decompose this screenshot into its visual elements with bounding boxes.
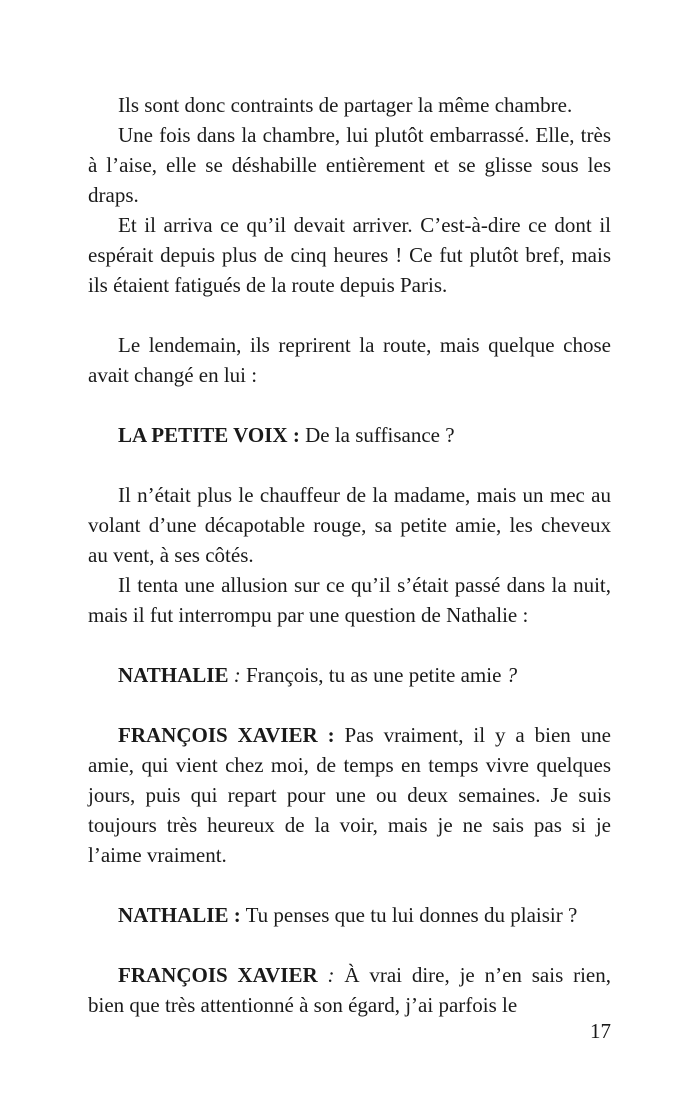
paragraph-text: Il n’était plus le chauffeur de la madame, mais un mec au volant d’une décapotable rouge, sa petite amie, les cheveux au vent, à ses côtés.: [88, 483, 611, 567]
speaker-name: NATHALIE: [118, 663, 229, 687]
speaker-name: NATHALIE: [118, 903, 229, 927]
speaker-colon: :: [317, 723, 335, 747]
dialogue-line: [88, 420, 611, 450]
speaker-name: FRANÇOIS XAVIER: [118, 963, 318, 987]
page-body: [88, 90, 611, 1020]
dialogue-line: [88, 900, 611, 930]
dialogue-text: De la suffisance ?: [299, 423, 455, 447]
dialogue-text: À vrai dire, je n’en sais rien, bien que très attentionné à son égard, j’ai parfois le: [88, 963, 611, 1017]
paragraph-text: Une fois dans la chambre, lui plutôt embarrassé. Elle, très à l’aise, elle se déshabille entièrement et se glisse sous les draps.: [88, 123, 611, 207]
paragraph: [88, 210, 611, 300]
dialogue-text: François, tu as une petite amie: [240, 663, 507, 687]
dialogue-text: Pas vraiment, il y a bien une amie, qui vient chez moi, de temps en temps vivre quelques jours, puis qui repart pour une ou deux semaines. Je suis toujours très heureux de la voir, mais je ne sais pas si je l’aime vraiment.: [88, 723, 611, 867]
paragraph: [88, 330, 611, 390]
paragraph-text: Ils sont donc contraints de partager la même chambre.: [118, 93, 573, 117]
paragraph: [88, 120, 611, 210]
paragraph-text: Et il arriva ce qu’il devait arriver. C’est-à-dire ce dont il espérait depuis plus de cinq heures ! Ce fut plutôt bref, mais ils étaient fatigués de la route depuis Paris.: [88, 213, 611, 297]
paragraph-text: Il tenta une allusion sur ce qu’il s’était passé dans la nuit, mais il fut interrompu par une question de Nathalie :: [88, 573, 611, 627]
paragraph: [88, 90, 611, 120]
speaker-colon: :: [228, 663, 241, 687]
dialogue-text: Tu penses que tu lui donnes du plaisir ?: [240, 903, 578, 927]
paragraph-text: Le lendemain, ils reprirent la route, mais quelque chose avait changé en lui :: [88, 333, 611, 387]
speaker-colon: :: [317, 963, 335, 987]
dialogue-tail: ?: [506, 663, 518, 687]
speaker-name: LA PETITE VOIX: [118, 423, 288, 447]
dialogue-line: [88, 660, 611, 690]
paragraph: [88, 570, 611, 630]
dialogue-line: [88, 960, 611, 1020]
page-number: 17: [590, 1019, 611, 1043]
speaker-name: FRANÇOIS XAVIER: [118, 723, 318, 747]
paragraph: [88, 480, 611, 570]
speaker-colon: :: [287, 423, 300, 447]
dialogue-line: [88, 720, 611, 870]
speaker-colon: :: [228, 903, 241, 927]
